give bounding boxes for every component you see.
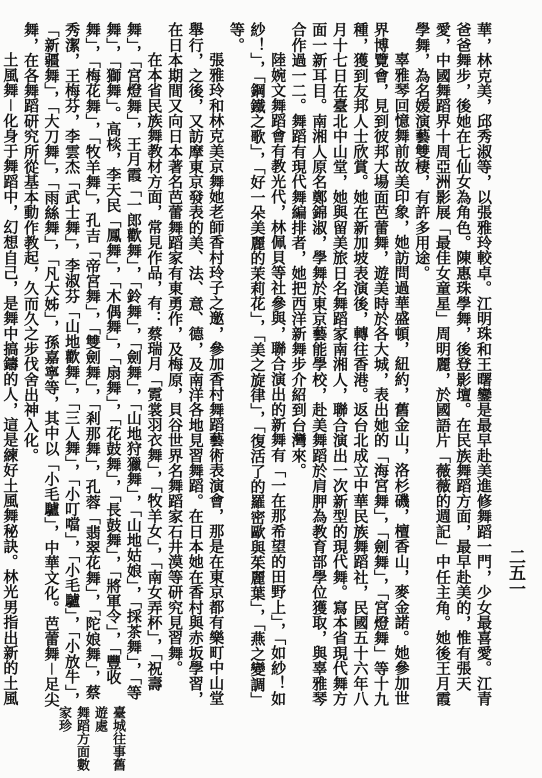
paragraph-5: 在本省民族舞教材方面，常見作品，有：蔡瑞月「霓裳羽衣舞」，「牧羊女」，「南女弄杯」，「祝壽舞」，「宮燈舞」，王月霞「一郎歡舞」，「鈴舞」，「劍舞」，「山地狩獵舞」，「山地姑娘」，「採茶舞」，「等舞」，「獅舞」。高棪，李天民「鳳舞」，「木偶舞」，「扇舞」，「花鼓舞」，「長鼓舞」，「將軍令」，「豐收舞」，「梅花舞」，「牧羊舞」，孔吉「帝宮舞」，「雙劍舞」，「剎那舞」，孔蓉「翡翠花舞」，「陀娘舞」，蔡秀潔，王梅芬，李雲杰「武士舞」，李淑芬「山地歡舞」，「三人舞」，「小叮噹」，「小毛驢」，「小放牛」，「新疆舞」，「大刀舞」，「雨絲舞」，「凡大姊」，孫嘉寧等，其中以「小毛驢」，中華文化。芭蕾舞－足尖舞，在各舞蹈研究所從基本動作教起，久而久之步伐舍出神入化。 bbox=[21, 22, 164, 707]
running-footer bbox=[54, 706, 126, 776]
paragraph-3: 陸婉文舞蹈會有教光代，林佩貝等社參與，聯合演出的新舞有「一在那希望的田野上」，「如紗！如紗！」，「鋼鐵之歌」，「好一朵美麗的茉莉花」，「美之旋律」，「復活了的羅密歐與茱麗葉」，「燕之變調」等。 bbox=[227, 22, 288, 707]
page-number: 二五一 bbox=[505, 548, 525, 596]
body-text bbox=[1, 22, 494, 712]
paragraph-6: 土風舞－化身于舞蹈中，幻想自己，是舞中搞鑄的人，這是練好土風舞秘訣。林光男指出新的土風 bbox=[1, 52, 20, 706]
paragraph-4: 張雅玲和林克美京舞她老師香村玲子之邀，參加香村舞蹈藝術表演會，那是在東京都有樂町中山堂舉行，之後，又訪摩東京發表的美、法、意、德，及南洋各地見習舞蹈。在日本她在香村與赤坂學習，在日本期間又向日本著名芭蕾舞蹈家有東勇作，及梅原，貝谷世界名舞蹈家石井漠等研究見習舞。 bbox=[166, 22, 226, 706]
paragraph-1: 華，林克美，邱秀淑等，以張雅玲較卓。江明珠和王曙鑾是最早赴美進修舞蹈一門，少女最喜愛。江青爸爸舞步，後她在七仙女為角色。陳惠珠學舞，後登影壇。在民族舞蹈方面，最早赴美的，惟有張天愛，中國舞蹈界十周亞洲影展「最佳女童星」周明麗，於國語片「薇薇的週記」中任主角。她後王月霞學舞，為名媛演藝雙棲，有許多用途。 bbox=[413, 22, 493, 706]
paragraph-2: 辜雅琴回憶舞前故美印象，她訪問過華盛頓，紐約，舊金山，洛杉磯，檀香山，麥金諾。她參加世界博覽會，見到彼邦大場面芭蕾舞，遊美時於各大城，表出她的「海宮舞」，「劍舞」，「宮燈舞」等十九種，獲到友邦人士欣賞。她在新加坡表演後，轉往香港。返台北成立中華民族舞蹈社，民國五十六年八月十七日在臺北中山堂，她與留美旅日名舞蹈家南湘人，聯合演出一次新型的現代舞。寫本省現代舞方面一新耳目。南湘人原名鄭錦淑，學舞於東京藝能學校，赴美舞蹈於肩胛為教育部學位獲取，與辜雅琴合作過一二。舞蹈有現代舞編排者，她把西洋新舞步介紹到台灣來。 bbox=[289, 22, 411, 707]
footer-title: 臺城往事舊遊處 舞蹈方面數家珍 bbox=[56, 706, 125, 771]
